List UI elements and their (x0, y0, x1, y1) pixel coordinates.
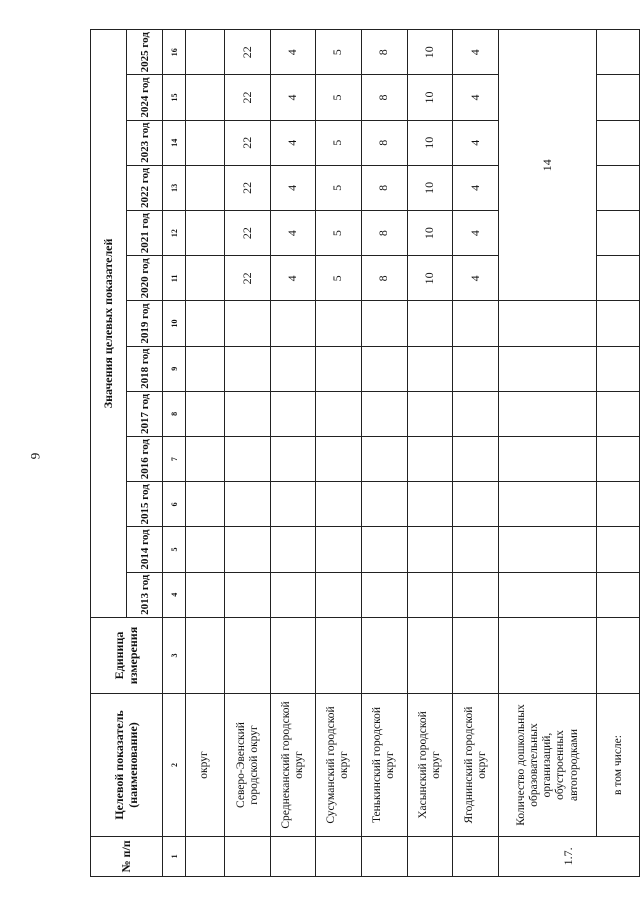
value-cell (185, 30, 224, 75)
value-cell (225, 301, 271, 346)
indicator-name: Хасынский городской округ (407, 694, 453, 837)
column-number: 14 (163, 120, 185, 165)
value-cell (361, 391, 407, 436)
value-cell (361, 346, 407, 391)
value-cell: 4 (453, 211, 499, 256)
row-number (315, 836, 361, 876)
indicator-name: Среднеканский городской округ (271, 694, 316, 837)
header-year: 2023 год (127, 120, 163, 165)
header-indicator: Целевой показатель (наименование) (91, 694, 163, 837)
value-cell (225, 391, 271, 436)
value-cell: 4 (453, 30, 499, 75)
value-cell (185, 120, 224, 165)
value-cell (453, 527, 499, 572)
value-cell: 4 (271, 75, 316, 120)
value-cell: 22 (225, 120, 271, 165)
header-unit: Единица измерения (91, 617, 163, 693)
unit-cell (499, 617, 597, 693)
value-cell (361, 437, 407, 482)
value-cell: 22 (225, 75, 271, 120)
value-cell (225, 437, 271, 482)
header-year: 2015 год (127, 482, 163, 527)
page-number: 9 (27, 452, 43, 460)
table-row (185, 30, 224, 877)
value-cell (453, 437, 499, 482)
header-year: 2017 год (127, 391, 163, 436)
value-cell (453, 482, 499, 527)
table-row (271, 30, 316, 877)
value-cell (185, 75, 224, 120)
row-number: 1.7. (499, 836, 640, 876)
value-cell (185, 165, 224, 210)
value-cell: 4 (271, 165, 316, 210)
indicator-name: Ягоднинский городской округ (453, 694, 499, 837)
indicator-name: в том числе: (597, 694, 640, 837)
value-cell (597, 391, 640, 436)
row-number (361, 836, 407, 876)
column-number: 15 (163, 75, 185, 120)
table-row (225, 30, 271, 877)
value-cell (597, 30, 640, 75)
value-cell (185, 527, 224, 572)
unit-cell (271, 617, 316, 693)
header-year: 2013 год (127, 572, 163, 617)
column-number: 9 (163, 346, 185, 391)
header-year: 2024 год (127, 75, 163, 120)
value-cell (453, 391, 499, 436)
value-cell: 5 (315, 165, 361, 210)
value-cell (499, 482, 597, 527)
value-cell: 5 (315, 256, 361, 301)
unit-cell (407, 617, 453, 693)
table-row (597, 30, 640, 877)
row-number (407, 836, 453, 876)
value-cell (185, 211, 224, 256)
column-number: 6 (163, 482, 185, 527)
value-cell: 8 (361, 75, 407, 120)
value-cell: 4 (453, 165, 499, 210)
row-number (271, 836, 316, 876)
value-cell: 4 (271, 256, 316, 301)
value-cell: 4 (453, 120, 499, 165)
merged-value-cell: 14 (499, 30, 597, 301)
value-cell (597, 482, 640, 527)
value-cell (315, 482, 361, 527)
value-cell (185, 391, 224, 436)
value-cell (597, 301, 640, 346)
table-row (361, 30, 407, 877)
value-cell (271, 572, 316, 617)
value-cell (315, 572, 361, 617)
header-year: 2021 год (127, 211, 163, 256)
value-cell (407, 437, 453, 482)
header-year: 2022 год (127, 165, 163, 210)
indicator-name: округ (185, 694, 224, 837)
value-cell: 5 (315, 30, 361, 75)
indicator-name: Тенькинский городской округ (361, 694, 407, 837)
value-cell (499, 301, 597, 346)
value-cell: 5 (315, 75, 361, 120)
value-cell (499, 527, 597, 572)
table-row (315, 30, 361, 877)
value-cell: 22 (225, 256, 271, 301)
unit-cell (453, 617, 499, 693)
unit-cell (361, 617, 407, 693)
value-cell (597, 527, 640, 572)
value-cell (597, 437, 640, 482)
value-cell: 22 (225, 165, 271, 210)
value-cell: 4 (271, 30, 316, 75)
column-number: 8 (163, 391, 185, 436)
value-cell (453, 572, 499, 617)
column-number: 7 (163, 437, 185, 482)
value-cell (407, 572, 453, 617)
value-cell: 5 (315, 120, 361, 165)
table-row-1-7 (499, 30, 597, 877)
indicator-name: Северо-Эвенский городской округ (225, 694, 271, 837)
column-number: 3 (163, 617, 185, 693)
rotated-table-container (90, 29, 640, 877)
unit-cell (225, 617, 271, 693)
value-cell (407, 301, 453, 346)
header-year: 2014 год (127, 527, 163, 572)
value-cell: 22 (225, 211, 271, 256)
value-cell (597, 346, 640, 391)
value-cell (271, 301, 316, 346)
value-cell: 8 (361, 256, 407, 301)
value-cell (499, 437, 597, 482)
value-cell: 4 (271, 211, 316, 256)
value-cell: 8 (361, 120, 407, 165)
column-number: 2 (163, 694, 185, 837)
value-cell (597, 256, 640, 301)
value-cell (271, 346, 316, 391)
value-cell: 4 (271, 120, 316, 165)
value-cell: 10 (407, 165, 453, 210)
value-cell (597, 572, 640, 617)
value-cell (271, 482, 316, 527)
value-cell (185, 346, 224, 391)
value-cell (597, 211, 640, 256)
column-number: 12 (163, 211, 185, 256)
header-year: 2025 год (127, 30, 163, 75)
value-cell (225, 572, 271, 617)
value-cell (315, 527, 361, 572)
header-year: 2016 год (127, 437, 163, 482)
column-number: 16 (163, 30, 185, 75)
value-cell (225, 346, 271, 391)
value-cell (185, 482, 224, 527)
value-cell (597, 120, 640, 165)
value-cell: 10 (407, 75, 453, 120)
value-cell (315, 346, 361, 391)
value-cell: 8 (361, 30, 407, 75)
value-cell (271, 437, 316, 482)
indicators-table (90, 29, 640, 877)
value-cell: 22 (225, 30, 271, 75)
value-cell: 10 (407, 256, 453, 301)
value-cell (407, 391, 453, 436)
value-cell (185, 437, 224, 482)
table-row (453, 30, 499, 877)
value-cell (361, 527, 407, 572)
column-number: 11 (163, 256, 185, 301)
row-number (225, 836, 271, 876)
value-cell: 10 (407, 120, 453, 165)
column-number: 1 (163, 836, 185, 876)
value-cell (407, 482, 453, 527)
value-cell: 5 (315, 211, 361, 256)
indicator-name: Сусуманский городской округ (315, 694, 361, 837)
row-number (185, 836, 224, 876)
value-cell (361, 482, 407, 527)
header-target-values: Значения целевых показателей (91, 30, 127, 618)
value-cell: 10 (407, 211, 453, 256)
value-cell (499, 391, 597, 436)
value-cell (407, 527, 453, 572)
value-cell (271, 527, 316, 572)
header-year: 2018 год (127, 346, 163, 391)
value-cell (361, 572, 407, 617)
value-cell: 8 (361, 211, 407, 256)
unit-cell (185, 617, 224, 693)
value-cell (597, 165, 640, 210)
header-year: 2019 год (127, 301, 163, 346)
value-cell: 8 (361, 165, 407, 210)
value-cell: 4 (453, 75, 499, 120)
column-number: 4 (163, 572, 185, 617)
value-cell (499, 572, 597, 617)
value-cell (225, 527, 271, 572)
value-cell (315, 437, 361, 482)
value-cell (185, 572, 224, 617)
value-cell (271, 391, 316, 436)
unit-cell (315, 617, 361, 693)
value-cell (185, 256, 224, 301)
unit-cell (597, 617, 640, 693)
column-number: 13 (163, 165, 185, 210)
table-row (407, 30, 453, 877)
value-cell (185, 301, 224, 346)
value-cell (597, 75, 640, 120)
column-number: 5 (163, 527, 185, 572)
header-no: № п/п (91, 836, 163, 876)
value-cell (225, 482, 271, 527)
value-cell: 4 (453, 256, 499, 301)
value-cell (315, 301, 361, 346)
header-year: 2020 год (127, 256, 163, 301)
row-number (453, 836, 499, 876)
indicator-name: Количество дошкольных образовательных организаций, обустроенных автогородками (499, 694, 597, 837)
value-cell (361, 301, 407, 346)
value-cell (407, 346, 453, 391)
value-cell (453, 346, 499, 391)
value-cell (499, 346, 597, 391)
value-cell: 10 (407, 30, 453, 75)
value-cell (315, 391, 361, 436)
column-number: 10 (163, 301, 185, 346)
value-cell (453, 301, 499, 346)
